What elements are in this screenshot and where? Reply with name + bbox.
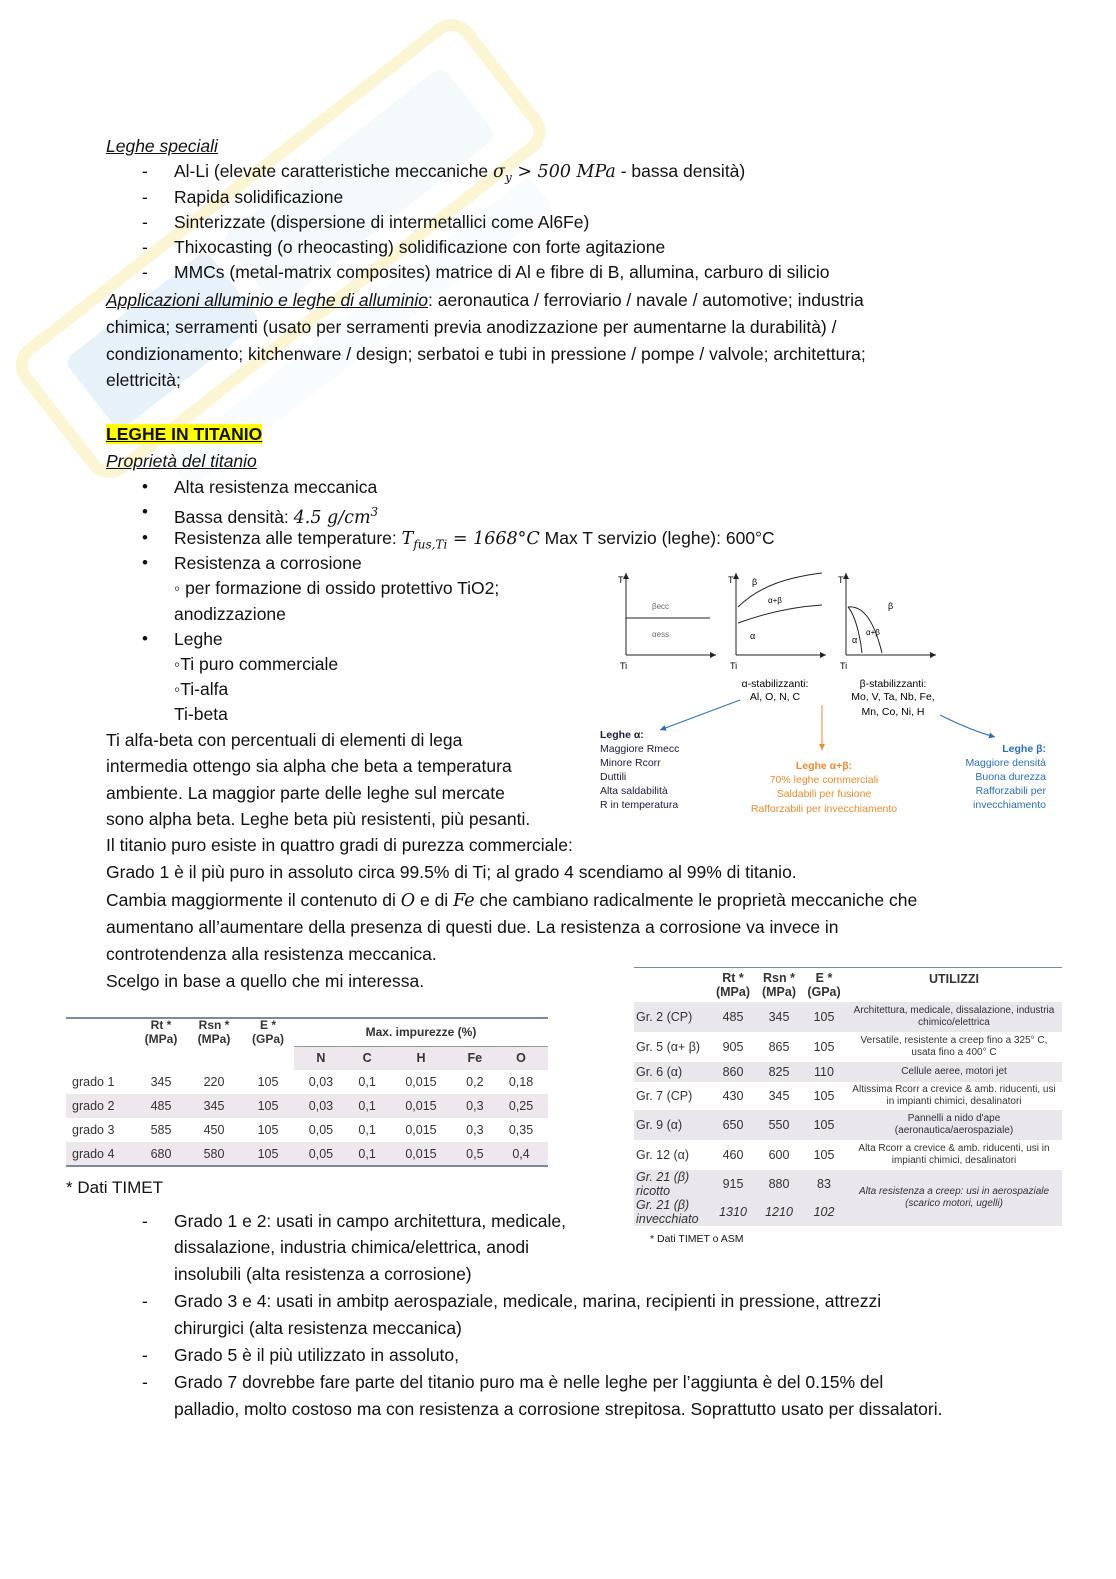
alpha-stabilizers-title: α-stabilizzanti:	[741, 678, 809, 690]
list-item-line: insolubili (alta resistenza a corrosione)	[174, 1264, 472, 1284]
section-subtitle: Proprietà del titanio	[106, 451, 257, 471]
leghe-alpha-line: Maggiore Rmecc	[600, 743, 680, 755]
list-item: Leghe	[174, 629, 223, 649]
list-item: Grado 3 e 4: usati in ambitp aerospaziale, medicale, marina, recipienti in pressione, attrezzi	[174, 1291, 882, 1311]
leghe-speciali-title: Leghe speciali	[106, 136, 218, 156]
list-subitem: Ti-beta	[174, 704, 228, 724]
table-row: Gr. 12 (α) 460 600 105 Alta Rcorr a crevice & amb. riducenti, usi in impianti chimici, desalinatori	[636, 1143, 1050, 1166]
phase-label: α+β	[768, 596, 782, 605]
paragraph-line: Grado 1 è il più puro in assoluto circa 99.5% di Ti; al grado 4 scendiamo al 99% di titanio.	[106, 862, 797, 882]
leghe-beta-box	[965, 743, 1046, 811]
paragraph-line: aumentano all’aumentare della presenza di questi due. La resistenza a corrosione va invece in	[106, 917, 839, 937]
dot-bullet: •	[142, 477, 148, 496]
list-item: Grado 1 e 2: usati in campo architettura, medicale,	[174, 1211, 567, 1231]
axis-label: Ti	[840, 661, 848, 671]
dash-bullet: -	[142, 161, 148, 181]
sub-header: N	[294, 1046, 348, 1070]
paragraph-line: Scelgo in base a quello che mi interessa.	[106, 971, 425, 991]
paragraph-line: intermedia ottengo sia alpha che beta a temperatura	[106, 756, 512, 776]
list-subitem: ◦Ti-alfa	[174, 679, 229, 699]
dash-bullet: -	[142, 187, 148, 207]
phase-label: β	[888, 601, 894, 611]
table-row: Gr. 5 (α+ β) 905 865 105 Versatile, resistente a creep fino a 325° C, usata fino a 400° C	[636, 1035, 1048, 1058]
axis-label: T	[728, 575, 734, 585]
table-footnote: * Dati TIMET	[66, 1178, 163, 1197]
list-item-line: dissalazione, industria chimica/elettrica, anodi	[174, 1237, 530, 1257]
phase-diagram-3	[838, 573, 936, 671]
col-header: Rsn * (MPa)	[197, 1018, 231, 1046]
table-row: Gr. 21 (β) invecchiato 1310 1210 102	[634, 1198, 1062, 1226]
leghe-beta-line: Rafforzabili per	[975, 785, 1046, 797]
table-row: grado 1 345 220 105 0,03 0,1 0,015 0,2 0,18	[72, 1075, 534, 1089]
list-subitem: anodizzazione	[174, 604, 286, 624]
phase-label: αess	[652, 630, 670, 639]
col-header: UTILIZZI	[929, 972, 979, 986]
dot-bullet: •	[142, 629, 148, 648]
arrow-to-beta	[940, 715, 995, 737]
col-header: Rt * (MPa)	[715, 971, 751, 999]
dot-bullet: •	[142, 553, 148, 572]
list-item: Bassa densità: 4.5 $g/cm^3$	[174, 505, 379, 528]
table-row: grado 4 680 580 105 0,05 0,1 0,015 0,5 0,4	[66, 1142, 548, 1166]
beta-stabilizers-title: β-stabilizzanti:	[859, 678, 927, 690]
leghe-alpha-line: Alta saldabilità	[600, 785, 668, 797]
table-row: Gr. 9 (α) 650 550 105 Pannelli a nido d'ape (aeronautica/aerospaziale)	[634, 1110, 1062, 1140]
list-item: Resistenza alle temperature: $T_{fus,Ti} = 1668^\circ C$ Max T servizio (leghe): 600°C	[174, 528, 775, 552]
list-subitem: ◦ per formazione di ossido protettivo TiO2;	[174, 578, 500, 598]
leghe-alpha-beta-box	[751, 760, 897, 815]
sub-header: C	[348, 1046, 386, 1070]
list-item-line: palladio, molto costoso ma con resistenza a corrosione strepitosa. Soprattutto usato per dissalatori.	[174, 1399, 943, 1419]
leghe-alpha-line: Minore Rcorr	[600, 757, 661, 769]
phase-diagram-1	[618, 573, 716, 671]
paragraph-line: controtendenza alla resistenza meccanica.	[106, 944, 437, 964]
paragraph-line: Cambia maggiormente il contenuto di O e di Fe che cambiano radicalmente le proprietà meccaniche che	[106, 890, 918, 911]
dash-bullet: -	[142, 237, 148, 257]
applicazioni-line: elettricità;	[106, 370, 181, 390]
table-row: Gr. 2 (CP) 485 345 105 Architettura, medicale, dissalazione, industria chimico/elettrica	[634, 1002, 1062, 1032]
leghe-alpha-beta-line: Rafforzabili per invecchiamento	[750, 803, 898, 815]
beta-stabilizers-list: Mo, V, Ta, Nb, Fe,	[851, 691, 935, 703]
list-item: Grado 7 dovrebbe fare parte del titanio puro ma è nelle leghe per l’aggiunta è del 0.15% del	[174, 1372, 884, 1392]
table-row: grado 3 585 450 105 0,05 0,1 0,015 0,3 0,35	[72, 1123, 534, 1137]
sub-header: Fe	[456, 1046, 494, 1070]
dash-bullet: -	[142, 262, 148, 282]
axis-label: T	[838, 575, 844, 585]
list-item: Resistenza a corrosione	[174, 553, 362, 573]
leghe-beta-line: invecchiamento	[973, 799, 1046, 811]
axis-label: Ti	[730, 661, 738, 671]
dash-bullet: -	[142, 1372, 148, 1392]
titanium-uses-table	[634, 968, 1062, 1226]
phase-label: α	[750, 631, 756, 641]
col-header: Max. impurezze (%)	[294, 1018, 548, 1046]
paragraph-line: sono alpha beta. Leghe beta più resistenti, più pesanti.	[106, 809, 531, 829]
table-row: Gr. 7 (CP) 430 345 105 Altissima Rcorr a crevice & amb. riducenti, usi in impianti chimici, desalinatori	[636, 1084, 1056, 1107]
leghe-beta-line: Maggiore densità	[965, 757, 1046, 769]
phase-label: α	[852, 635, 858, 645]
list-item: MMCs (metal-matrix composites) matrice di Al e fibre di B, allumina, carburo di silicio	[174, 262, 830, 282]
dash-bullet: -	[142, 1345, 148, 1365]
leghe-alpha-beta-line: 70% leghe commerciali	[769, 774, 879, 786]
list-item: Sinterizzate (dispersione di intermetallici come Al6Fe)	[174, 212, 590, 232]
leghe-alpha-line: Duttili	[600, 771, 627, 783]
list-item-line: chirurgici (alta resistenza meccanica)	[174, 1318, 462, 1338]
list-item: Thixocasting (o rheocasting) solidificazione con forte agitazione	[174, 237, 666, 257]
applicazioni-line: chimica; serramenti (usato per serramenti previa anodizzazione per aumentarne la durabilità) /	[106, 317, 837, 337]
titanium-grades-table	[66, 1018, 548, 1167]
axis-label: Ti	[620, 661, 628, 671]
section-heading: LEGHE IN TITANIO	[106, 424, 263, 444]
table-footnote: * Dati TIMET o ASM	[650, 1233, 744, 1245]
phase-diagram-2	[728, 573, 826, 671]
dot-bullet: •	[142, 502, 148, 521]
list-item: Alta resistenza meccanica	[174, 477, 378, 497]
table-row: Gr. 6 (α) 860 825 110 Cellule aeree, motori jet	[634, 1062, 1062, 1082]
leghe-alpha-beta-line: Leghe α+β:	[795, 760, 853, 772]
paragraph-line: ambiente. La maggior parte delle leghe sul mercate	[106, 783, 505, 803]
leghe-beta-line: Leghe β:	[1002, 743, 1046, 755]
arrow-to-alpha	[660, 700, 740, 730]
col-header: E * (GPa)	[807, 971, 841, 999]
phase-label: βecc	[652, 602, 670, 611]
beta-stabilizers-list: Mn, Co, Ni, H	[861, 706, 925, 718]
dash-bullet: -	[142, 212, 148, 232]
phase-diagram-figure	[590, 565, 1070, 825]
dot-bullet: •	[142, 528, 148, 547]
phase-label: β	[752, 577, 758, 587]
table-row: Gr. 21 (β) ricotto 915 880 83 Alta resistenza a creep: usi in aerospaziale (scarico motori, ugelli)	[634, 1170, 1062, 1198]
alpha-stabilizers-list: Al, O, N, C	[749, 691, 801, 703]
sub-header: O	[494, 1046, 548, 1070]
paragraph-line: Il titanio puro esiste in quattro gradi di purezza commerciale:	[106, 835, 573, 855]
leghe-alpha-box	[600, 729, 679, 811]
table-row: grado 2 485 345 105 0,03 0,1 0,015 0,3 0,25	[66, 1094, 548, 1118]
list-item: Al-Li (elevate caratteristiche meccaniche $\sigma_y > 500$ MPa - bassa densità)	[174, 161, 746, 185]
col-header: E * (GPa)	[251, 1018, 284, 1046]
paragraph-line: Ti alfa-beta con percentuali di elementi di lega	[106, 730, 463, 750]
leghe-alpha-beta-line: Saldabili per fusione	[776, 788, 872, 800]
applicazioni-line: condizionamento; kitchenware / design; serbatoi e tubi in pressione / pompe / valvole; architettura;	[106, 344, 866, 364]
list-item: Grado 5 è il più utilizzato in assoluto,	[174, 1345, 460, 1365]
col-header: Rt * (MPa)	[144, 1018, 178, 1046]
leghe-beta-line: Buona durezza	[975, 771, 1046, 783]
sub-header: H	[386, 1046, 455, 1070]
dash-bullet: -	[142, 1291, 148, 1311]
phase-label: α+β	[866, 628, 880, 637]
list-subitem: ◦Ti puro commerciale	[174, 654, 339, 674]
applicazioni-paragraph: Applicazioni alluminio e leghe di alluminio: aeronautica / ferroviario / navale / automotive; industria	[106, 290, 864, 310]
axis-label: T	[618, 575, 624, 585]
leghe-alpha-line: R in temperatura	[600, 799, 679, 811]
leghe-alpha-line: Leghe α:	[600, 729, 644, 741]
col-header: Rsn * (MPa)	[761, 971, 797, 999]
dash-bullet: -	[142, 1211, 148, 1231]
list-item: Rapida solidificazione	[174, 187, 344, 207]
